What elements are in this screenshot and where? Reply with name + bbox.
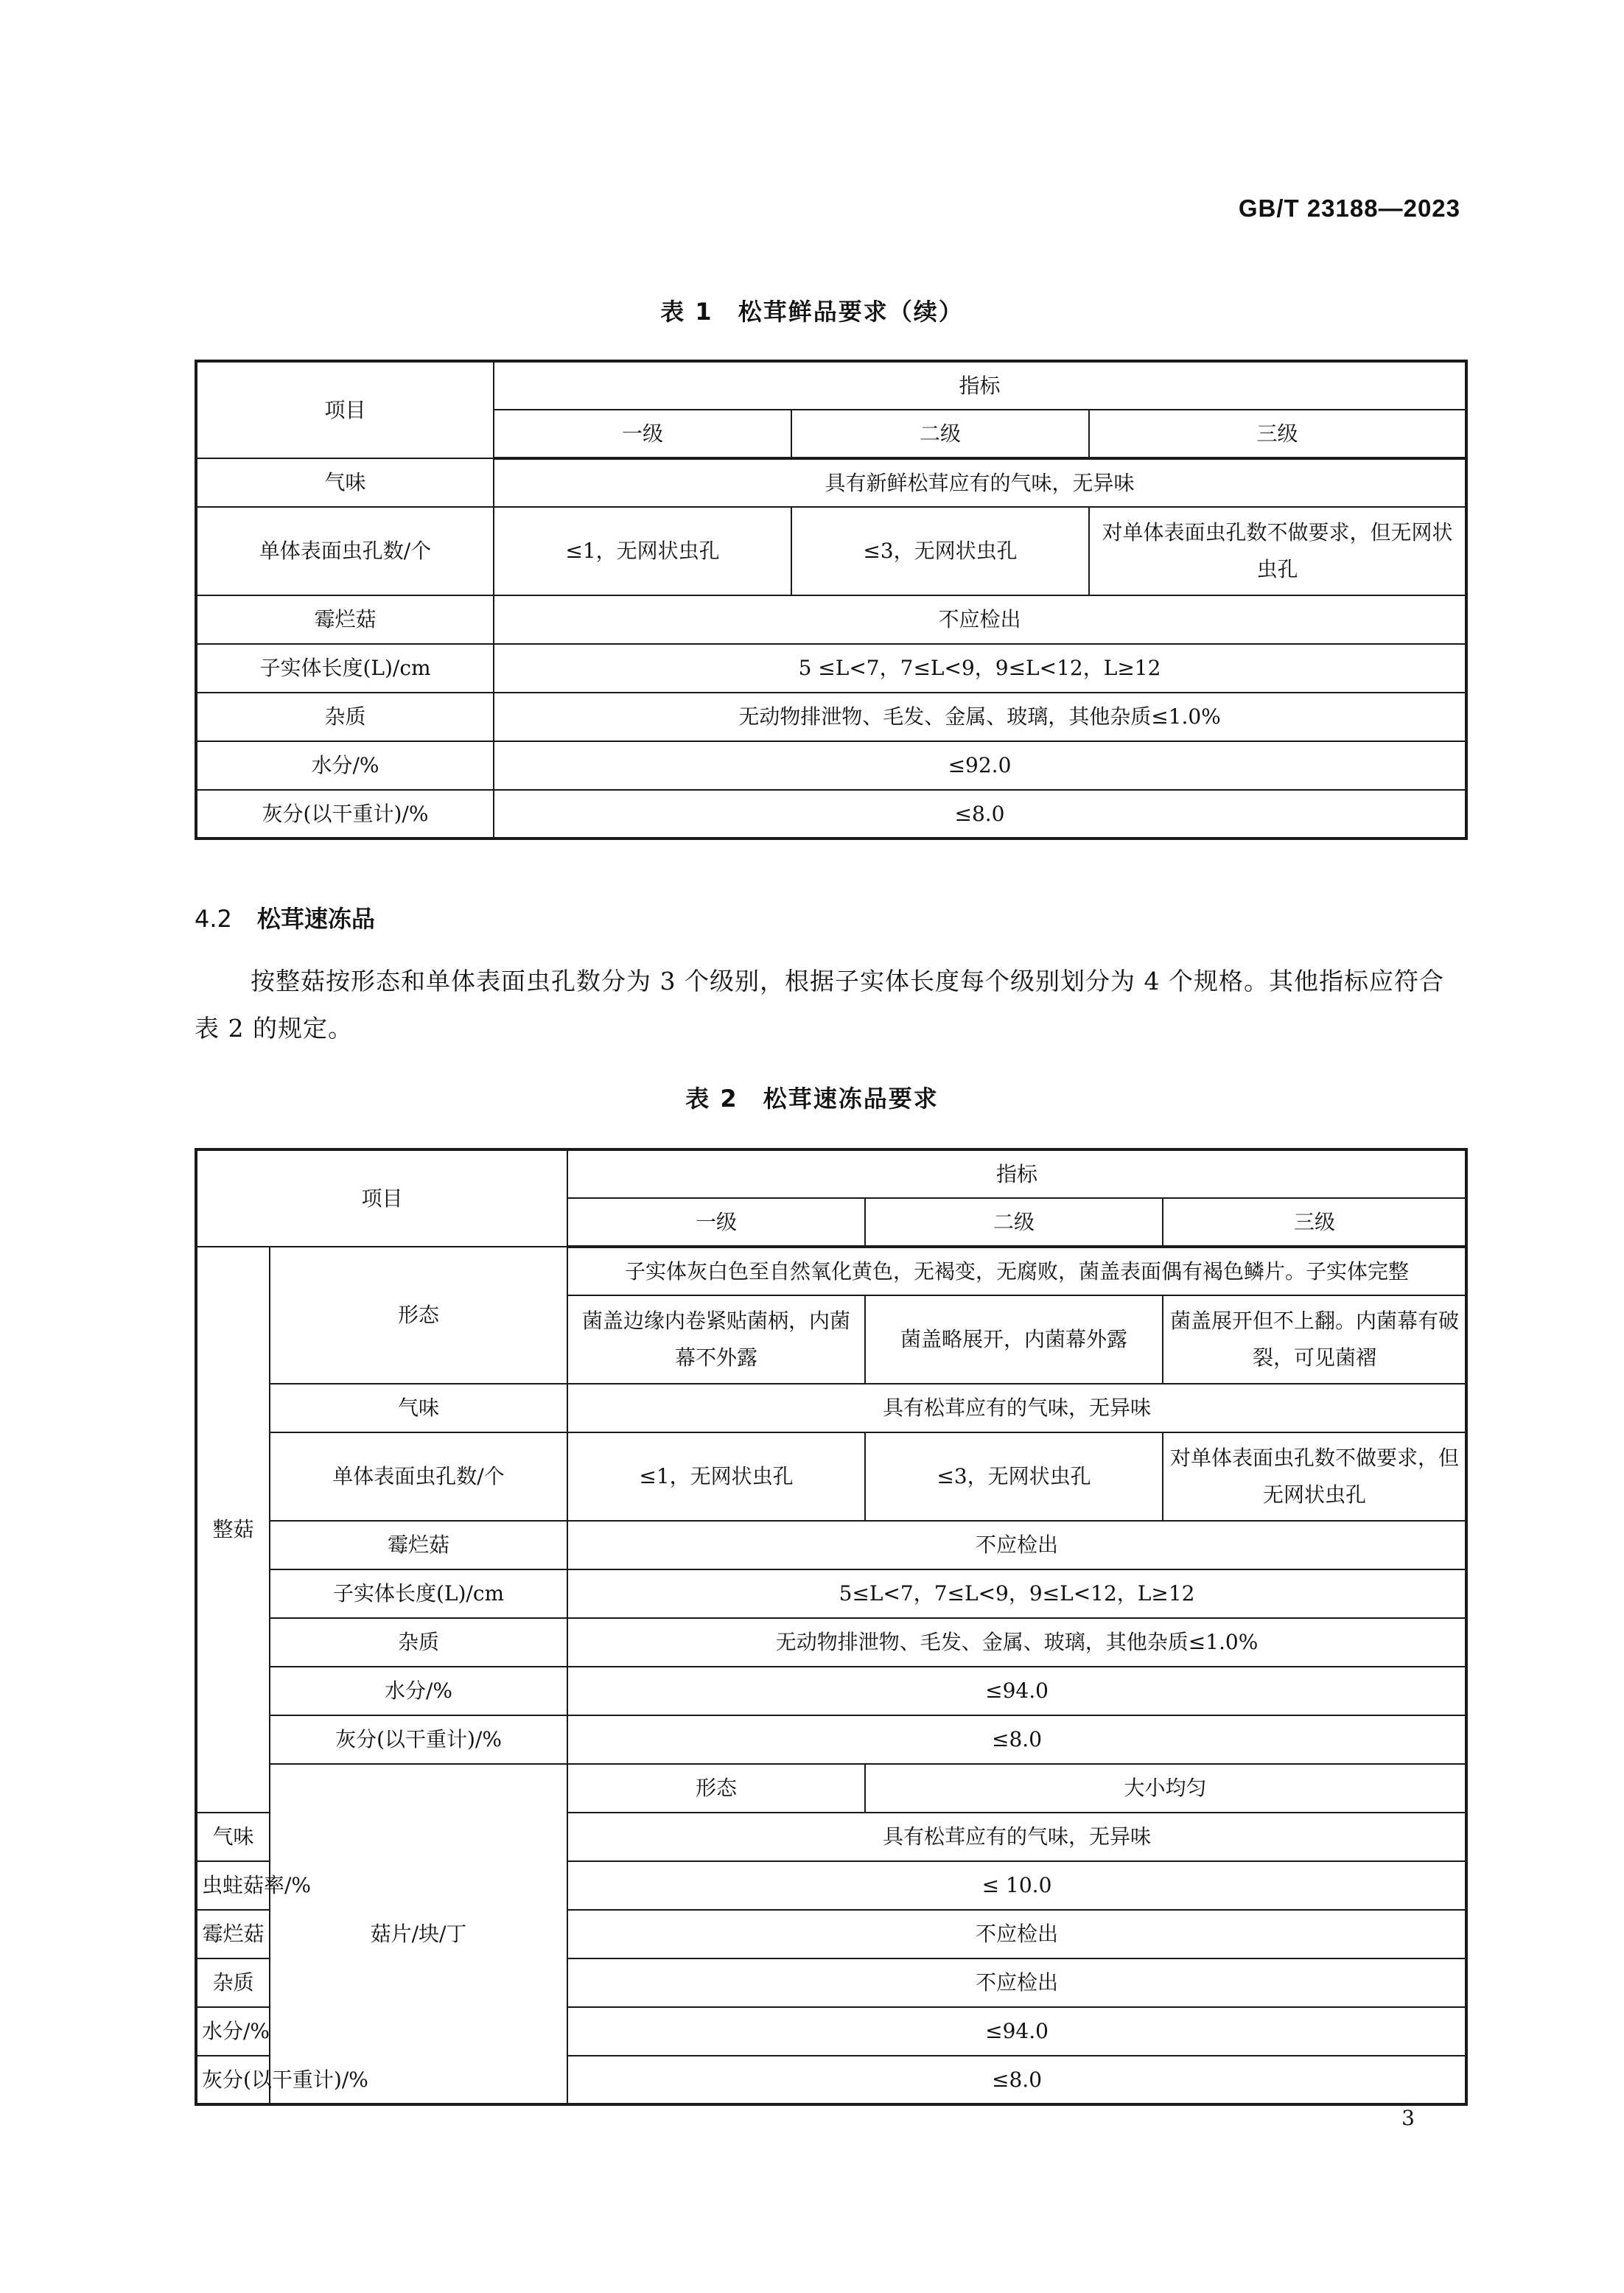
table2-whole-shape-g3: 菌盖展开但不上翻。内菌幕有破裂，可见菌褶 xyxy=(1163,1295,1466,1384)
section-heading xyxy=(195,900,375,934)
table2-whole-shape-g1: 菌盖边缘内卷紧贴菌柄，内菌幕不外露 xyxy=(567,1295,865,1384)
table2-slice-insect: ≤ 10.0 xyxy=(567,1861,1466,1910)
table2-slice-shape: 大小均匀 xyxy=(865,1764,1466,1813)
table1-moisture-value: ≤92.0 xyxy=(494,741,1466,790)
table2-head-grade1: 一级 xyxy=(567,1198,865,1247)
table1-holes-g3: 对单体表面虫孔数不做要求，但无网状虫孔 xyxy=(1089,507,1466,595)
table1-holes-label: 单体表面虫孔数/个 xyxy=(196,507,494,595)
table2-whole-moisture-label: 水分/% xyxy=(270,1667,567,1715)
table1-length-value: 5 ≤L<7，7≤L<9，9≤L<12，L≥12 xyxy=(494,644,1466,693)
table2-caption xyxy=(0,1080,1624,1114)
table1 xyxy=(195,360,1468,840)
section-title: 松茸速冻品 xyxy=(256,905,375,933)
table1-head-grade2: 二级 xyxy=(791,410,1089,458)
table2-slice-moisture: ≤94.0 xyxy=(567,2007,1466,2056)
table1-holes-g2: ≤3，无网状虫孔 xyxy=(791,507,1089,595)
table1-mold-value: 不应检出 xyxy=(494,595,1466,644)
table1-head-grade3: 三级 xyxy=(1089,410,1466,458)
table1-impurity-label: 杂质 xyxy=(196,693,494,741)
table1-smell-label: 气味 xyxy=(196,458,494,507)
table2-slice-mold-label: 霉烂菇 xyxy=(196,1910,270,1958)
table2-whole-shape-common: 子实体灰白色至自然氧化黄色，无褐变，无腐败，菌盖表面偶有褐色鳞片。子实体完整 xyxy=(567,1247,1466,1295)
table1-number: 表 1 xyxy=(660,298,713,326)
table2-slice-moisture-label: 水分/% xyxy=(196,2007,270,2056)
table2-whole-ash-label: 灰分(以干重计)/% xyxy=(270,1715,567,1764)
table2-slice-impurity: 不应检出 xyxy=(567,1958,1466,2007)
table1-head-indicator: 指标 xyxy=(494,361,1466,410)
table2-title: 松茸速冻品要求 xyxy=(763,1085,939,1113)
table2-slice-smell-label: 气味 xyxy=(196,1813,270,1861)
table2-whole-impurity-label: 杂质 xyxy=(270,1618,567,1667)
table2-slice-ash-label: 灰分(以干重计)/% xyxy=(196,2056,270,2104)
table1-head-grade1: 一级 xyxy=(494,410,791,458)
section-paragraph: 按整菇按形态和单体表面虫孔数分为 3 个级别，根据子实体长度每个级别划分为 4 个规格。其他指标应符合表 2 的规定。 xyxy=(195,967,1444,1043)
table1-ash-label: 灰分(以干重计)/% xyxy=(196,790,494,839)
page-number: 3 xyxy=(1401,2106,1415,2130)
table1-moisture-label: 水分/% xyxy=(196,741,494,790)
table2-whole-mold: 不应检出 xyxy=(567,1521,1466,1569)
table1-length-label: 子实体长度(L)/cm xyxy=(196,644,494,693)
standard-code: GB/T 23188—2023 xyxy=(1238,195,1460,222)
table1-head-item: 项目 xyxy=(196,361,494,458)
table2-slice-ash: ≤8.0 xyxy=(567,2056,1466,2104)
table1-impurity-value: 无动物排泄物、毛发、金属、玻璃，其他杂质≤1.0% xyxy=(494,693,1466,741)
table1-holes-g1: ≤1，无网状虫孔 xyxy=(494,507,791,595)
table2-slice-mold: 不应检出 xyxy=(567,1910,1466,1958)
table2-whole-mold-label: 霉烂菇 xyxy=(270,1521,567,1569)
table2-whole-shape-g2: 菌盖略展开，内菌幕外露 xyxy=(865,1295,1163,1384)
table2-whole-holes-label: 单体表面虫孔数/个 xyxy=(270,1432,567,1521)
table2-head-grade3: 三级 xyxy=(1163,1198,1466,1247)
table2-head-grade2: 二级 xyxy=(865,1198,1163,1247)
table2-whole-smell: 具有松茸应有的气味，无异味 xyxy=(567,1384,1466,1432)
table1-caption xyxy=(0,293,1624,327)
table2-whole-smell-label: 气味 xyxy=(270,1384,567,1432)
section-number: 4.2 xyxy=(195,905,232,933)
table2-whole-holes-g2: ≤3，无网状虫孔 xyxy=(865,1432,1163,1521)
table2-whole-moisture: ≤94.0 xyxy=(567,1667,1466,1715)
table2-group-whole: 整菇 xyxy=(196,1247,270,1813)
table2-slice-smell: 具有松茸应有的气味，无异味 xyxy=(567,1813,1466,1861)
table2 xyxy=(195,1148,1468,2106)
table2-slice-shape-label: 形态 xyxy=(567,1764,865,1813)
table1-title: 松茸鲜品要求（续） xyxy=(738,298,964,326)
table2-slice-insect-label: 虫蛀菇率/% xyxy=(196,1861,270,1910)
table1-smell-value: 具有新鲜松茸应有的气味，无异味 xyxy=(494,458,1466,507)
table2-head-item: 项目 xyxy=(196,1149,567,1247)
table2-head-indicator: 指标 xyxy=(567,1149,1466,1198)
table2-group-slice: 菇片/块/丁 xyxy=(270,1764,567,2104)
table2-whole-length: 5≤L<7，7≤L<9，9≤L<12，L≥12 xyxy=(567,1569,1466,1618)
table2-slice-impurity-label: 杂质 xyxy=(196,1958,270,2007)
table1-mold-label: 霉烂菇 xyxy=(196,595,494,644)
table2-whole-holes-g3: 对单体表面虫孔数不做要求，但无网状虫孔 xyxy=(1163,1432,1466,1521)
table2-whole-length-label: 子实体长度(L)/cm xyxy=(270,1569,567,1618)
table2-number: 表 2 xyxy=(685,1085,738,1113)
table2-whole-shape-label: 形态 xyxy=(270,1247,567,1384)
table2-whole-impurity: 无动物排泄物、毛发、金属、玻璃，其他杂质≤1.0% xyxy=(567,1618,1466,1667)
table1-ash-value: ≤8.0 xyxy=(494,790,1466,839)
table2-whole-holes-g1: ≤1，无网状虫孔 xyxy=(567,1432,865,1521)
table2-whole-ash: ≤8.0 xyxy=(567,1715,1466,1764)
